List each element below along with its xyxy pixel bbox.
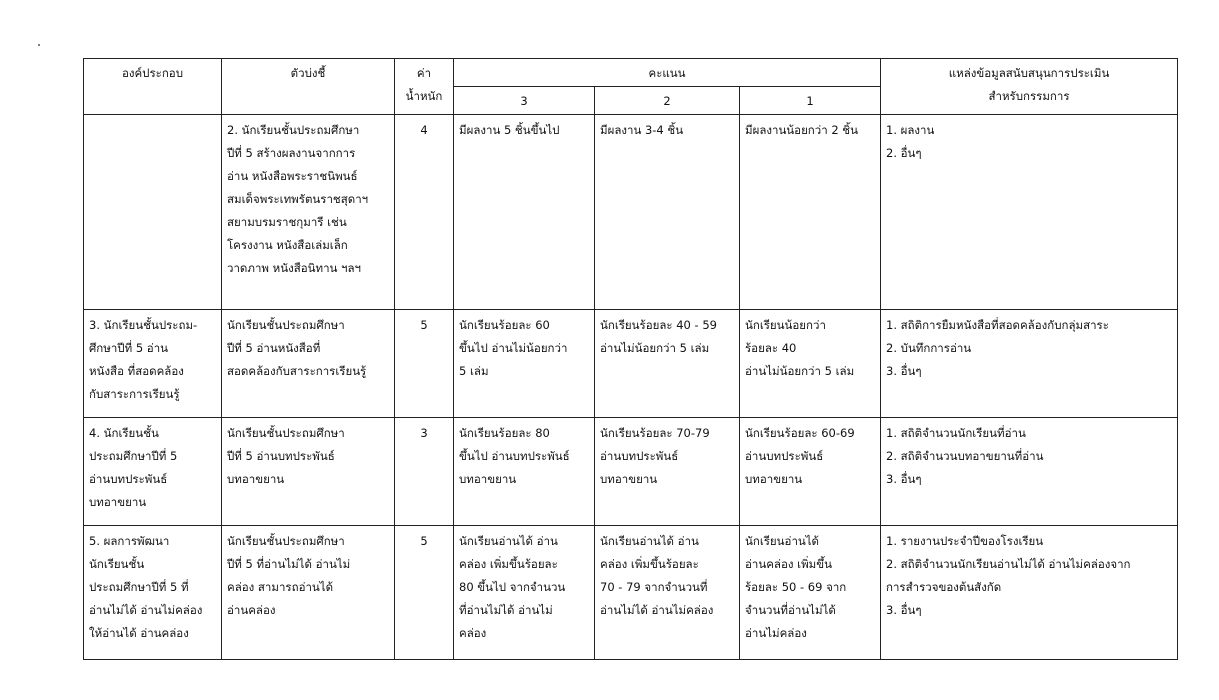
cell-sources [881,418,1178,526]
cell-text-line: นักเรียนชั้นประถมศึกษา [227,534,345,548]
cell-text-line: ขึ้นไป อ่านไม่น้อยกว่า [459,341,568,355]
cell-text-line: 5. ผลการพัฒนา [89,534,170,548]
cell-text-line: 2. สถิติจำนวนนักเรียนอ่านไม่ได้ อ่านไม่คล่องจาก [886,557,1131,571]
cell-component [84,418,222,526]
cell-sources [881,526,1178,660]
cell-text-line: 1. รายงานประจำปีของโรงเรียน [886,534,1044,548]
cell-score-2 [595,115,740,310]
cell-text-line: มีผลงาน 5 ชิ้นขึ้นไป [459,123,560,137]
cell-text-line: อ่านไม่ได้ อ่านไม่คล่อง [600,603,714,617]
cell-score-2 [595,310,740,418]
cell-weight: 3 [395,418,454,526]
cell-text-line: คล่อง [459,626,487,640]
cell-text-line: อ่านไม่ได้ อ่านไม่คล่อง [89,603,203,617]
cell-text-line: อ่านคล่อง [227,603,276,617]
cell-text-line: จำนวนที่อ่านไม่ได้ [745,603,836,617]
cell-text-line: นักเรียนร้อยละ 70-79 [600,426,710,440]
cell-text-line: 3. อื่นๆ [886,472,922,486]
header-score-1: 1 [740,87,881,115]
cell-text-line: ปีที่ 5 สร้างผลงานจากการ [227,146,356,160]
cell-text-line: ประถมศึกษาปีที่ 5 ที่ [89,580,189,594]
cell-text-line: ปีที่ 5 ที่อ่านไม่ได้ อ่านไม่ [227,557,351,571]
cell-text-line: 2. อื่นๆ [886,146,922,160]
cell-text-line: ร้อยละ 40 [745,341,797,355]
cell-text-line: นักเรียนร้อยละ 80 [459,426,550,440]
cell-text-line: ปีที่ 5 อ่านหนังสือที่ [227,341,321,355]
cell-weight: 5 [395,526,454,660]
cell-text-line: คล่อง เพิ่มขึ้นร้อยละ [600,557,699,571]
cell-text-line: นักเรียนร้อยละ 40 - 59 [600,318,717,332]
cell-text-line: ให้อ่านได้ อ่านคล่อง [89,626,189,640]
cell-text-line: สมเด็จพระเทพรัตนราชสุดาฯ [227,192,369,206]
cell-score-2 [595,526,740,660]
cell-text-line: คล่อง สามารถอ่านได้ [227,580,334,594]
cell-text-line: 2. สถิติจำนวนบทอาขยานที่อ่าน [886,449,1044,463]
cell-text-line: อ่านไม่น้อยกว่า 5 เล่ม [745,364,855,378]
cell-text-line: อ่านไม่น้อยกว่า 5 เล่ม [600,341,710,355]
cell-score-3 [454,418,595,526]
table-row [84,418,1178,526]
cell-text-line: อ่านคล่อง เพิ่มขึ้น [745,557,832,571]
cell-text-line: กับสาระการเรียนรู้ [89,387,180,401]
cell-component [84,115,222,310]
scan-speck [38,44,40,46]
table-body [84,115,1178,660]
cell-text-line: โครงงาน หนังสือเล่มเล็ก [227,238,348,252]
cell-text-line: นักเรียนร้อยละ 60 [459,318,550,332]
cell-text-line: 1. สถิติจำนวนนักเรียนที่อ่าน [886,426,1026,440]
cell-sources [881,115,1178,310]
cell-text-line: การสำรวจของต้นสังกัด [886,580,1002,594]
table-header [84,59,1178,115]
cell-text-line: บทอาขยาน [459,472,517,486]
header-weight: ค่า น้ำหนัก [395,59,454,115]
cell-score-2 [595,418,740,526]
cell-text-line: มีผลงาน 3-4 ชิ้น [600,123,684,137]
cell-score-3 [454,310,595,418]
cell-score-1 [740,418,881,526]
cell-text-line: นักเรียนร้อยละ 60-69 [745,426,855,440]
cell-text-line: 1. สถิติการยืมหนังสือที่สอดคล้องกับกลุ่มสาระ [886,318,1109,332]
cell-text-line: นักเรียนอ่านได้ [745,534,820,548]
cell-indicator [222,526,395,660]
cell-score-1 [740,526,881,660]
cell-text-line: อ่าน หนังสือพระราชนิพนธ์ [227,169,358,183]
cell-text-line: ที่อ่านไม่ได้ อ่านไม่ [459,603,553,617]
header-score-2: 2 [595,87,740,115]
cell-score-1 [740,310,881,418]
cell-indicator [222,418,395,526]
cell-score-3 [454,526,595,660]
cell-text-line: ศึกษาปีที่ 5 อ่าน [89,341,169,355]
cell-text-line: นักเรียนชั้น [89,557,145,571]
header-indicator: ตัวบ่งชี้ [222,59,395,115]
cell-text-line: อ่านบทประพันธ์ [745,449,824,463]
cell-text-line: 5 เล่ม [459,364,489,378]
evaluation-rubric-table [83,58,1178,660]
cell-weight: 4 [395,115,454,310]
cell-weight: 5 [395,310,454,418]
cell-text-line: ประถมศึกษาปีที่ 5 [89,449,178,463]
cell-text-line: ปีที่ 5 อ่านบทประพันธ์ [227,449,335,463]
cell-text-line: นักเรียนอ่านได้ อ่าน [600,534,699,548]
cell-text-line: บทอาขยาน [227,472,285,486]
cell-text-line: 80 ขึ้นไป จากจำนวน [459,580,566,594]
cell-text-line: 2. บันทึกการอ่าน [886,341,972,355]
cell-component [84,310,222,418]
cell-text-line: บทอาขยาน [89,495,147,509]
table-row [84,310,1178,418]
header-score-3: 3 [454,87,595,115]
cell-text-line: คล่อง เพิ่มขึ้นร้อยละ [459,557,558,571]
cell-component [84,526,222,660]
cell-text-line: 1. ผลงาน [886,123,935,137]
cell-indicator [222,115,395,310]
cell-text-line: วาดภาพ หนังสือนิทาน ฯลฯ [227,261,362,275]
cell-text-line: 3. อื่นๆ [886,603,922,617]
cell-text-line: สอดคล้องกับสาระการเรียนรู้ [227,364,367,378]
cell-text-line: สยามบรมราชกุมารี เช่น [227,215,347,229]
header-component: องค์ประกอบ [84,59,222,115]
cell-text-line: อ่านบทประพันธ์ [89,472,168,486]
cell-text-line: นักเรียนน้อยกว่า [745,318,826,332]
cell-text-line: มีผลงานน้อยกว่า 2 ชิ้น [745,123,858,137]
cell-indicator [222,310,395,418]
cell-sources [881,310,1178,418]
cell-text-line: นักเรียนชั้นประถมศึกษา [227,318,345,332]
header-sources: แหล่งข้อมูลสนับสนุนการประเมิน สำหรับกรรมการ [881,59,1178,115]
table-row [84,526,1178,660]
cell-text-line: หนังสือ ที่สอดคล้อง [89,364,184,378]
cell-text-line: 2. นักเรียนชั้นประถมศึกษา [227,123,360,137]
cell-text-line: ขึ้นไป อ่านบทประพันธ์ [459,449,570,463]
cell-text-line: 3. อื่นๆ [886,364,922,378]
cell-text-line: อ่านบทประพันธ์ [600,449,679,463]
cell-text-line: 70 - 79 จากจำนวนที่ [600,580,708,594]
cell-text-line: บทอาขยาน [600,472,658,486]
cell-text-line: นักเรียนอ่านได้ อ่าน [459,534,558,548]
cell-text-line: 3. นักเรียนชั้นประถม- [89,318,198,332]
cell-text-line: นักเรียนชั้นประถมศึกษา [227,426,345,440]
header-score: คะแนน [454,59,881,87]
cell-text-line: อ่านไม่คล่อง [745,626,807,640]
table-row [84,115,1178,310]
cell-text-line: 4. นักเรียนชั้น [89,426,159,440]
cell-text-line: บทอาขยาน [745,472,803,486]
cell-score-3 [454,115,595,310]
cell-text-line: ร้อยละ 50 - 69 จาก [745,580,847,594]
cell-score-1 [740,115,881,310]
